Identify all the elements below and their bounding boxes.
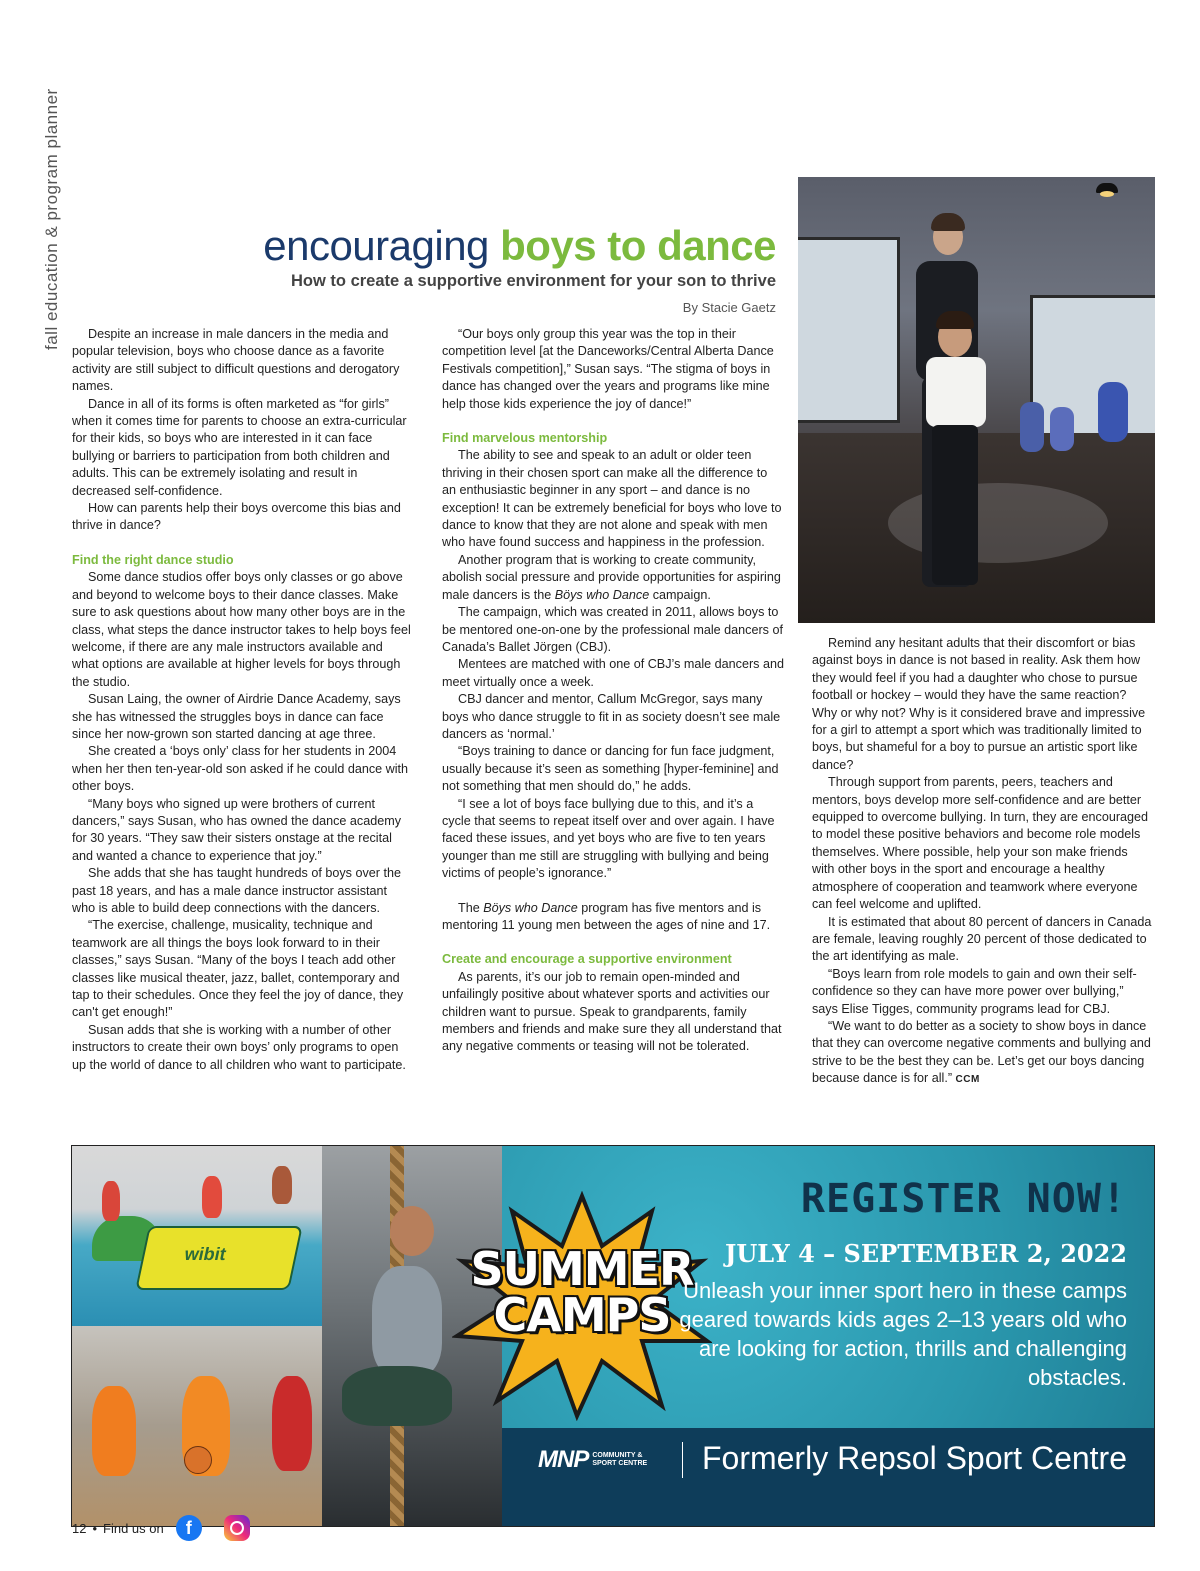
- paragraph: She adds that she has taught hundreds of boys over the past 18 years, and has a male dance instructor assistant who is able to build deep connections with the dancers.: [72, 866, 401, 915]
- kid-figure: [102, 1181, 120, 1221]
- paragraph: Through support from parents, peers, teachers and mentors, boys develop more self-confidence and are better equipped to overcome bullying. In turn, they are encouraged to model these positive behaviors and become role models themselves. Where possible, help your son make friends with other boys in the sport and encourage a healthy atmosphere of cooperation and teamwork where everyone can feel welcome and uplifted.: [812, 775, 1149, 912]
- paragraph: “Boys learn from role models to gain and own their self-confidence so they can have more power over bullying,” says Elise Tigges, community programs lead for CBJ.: [812, 966, 1137, 1016]
- paragraph: The ability to see and speak to an adult or older teen thriving in their chosen sport can make all the difference to an enthusiastic beginner in any sport – and dance is no exception! It can be extremely beneficial for boys who love to dance to know that they are not alone and speak with men who have found success and happiness in the profession.: [442, 448, 782, 550]
- paragraph: “Our boys only group this year was the top in their competition level [at the Danceworks/Central Alberta Dance Festivals competition],” Susan says. “The stigma of boys in dance has changed over the years and programs like mine help those kids experience the joy of dance!”: [442, 327, 774, 411]
- climbing-kid: [372, 1266, 442, 1376]
- camp-dates: JULY 4 – SEPTEMBER 2, 2022: [725, 1239, 1127, 1268]
- paragraph: “I see a lot of boys face bullying due to this, and it’s a cycle that seems to repeat itself over and over again. I have faced these issues, and yet boys who are five to ten years younger than me still are struggling with bullying and being victims of people’s ignorance.”: [442, 796, 775, 881]
- lamp-glow: [1100, 191, 1114, 197]
- mnp-logo: [538, 1446, 647, 1474]
- ccm-signoff: CCM: [955, 1074, 980, 1086]
- text-span: “We want to do better as a society to show boys in dance that they can overcome negative comments and bullying and strive to be the best they can be. Let’s get our boys dancing because dance is for all.”: [812, 1018, 1151, 1086]
- program-name: Böys who Dance: [483, 900, 578, 915]
- article-title: [200, 222, 776, 270]
- paragraph: “Many boys who signed up were brothers of current dancers,” says Susan, who has owned the dance academy for 30 years. “They saw their sisters onstage at the recital and wanted a chance to experience that joy.”: [72, 796, 402, 863]
- instagram-icon[interactable]: [224, 1515, 250, 1541]
- floor-reflection: [888, 483, 1108, 563]
- paragraph: Remind any hesitant adults that their discomfort or bias against boys in dance is not based in reality. Ask them how they would feel if you had a daughter who chose to pursue football or hockey – would they have the same reaction? Why or why not? Why is it considered brave and impressive for a girl to attempt a sport which was traditionally limited to boys, but shameful for a boy to pursue an artistic sport like dance?: [812, 636, 1146, 772]
- mnp-logo-subtext: [592, 1452, 647, 1468]
- footer-bullet: •: [92, 1520, 98, 1536]
- paragraph: Some dance studios offer boys only classes or go above and beyond to welcome boys to their dance classes. Make sure to ask questions about how many other boys are in the class, what steps the dance instructor takes to help boys feel welcome, if there are any male instructors available and what options are available at higher levels for boys through the studio.: [72, 570, 411, 689]
- camp-line-2: CAMPS: [493, 1288, 671, 1342]
- column-2: [442, 326, 784, 1056]
- column-3: [812, 635, 1152, 1089]
- climbing-kid-legs: [342, 1366, 452, 1426]
- text-span: campaign.: [649, 587, 711, 602]
- background-dancer: [1098, 382, 1128, 442]
- logo-subtext-line: SPORT CENTRE: [592, 1460, 648, 1467]
- paragraph: CBJ dancer and mentor, Callum McGregor, says many boys who dance struggle to fit in as society doesn’t see male dancers as ‘normal.’: [442, 692, 781, 741]
- column-1: [72, 326, 412, 1074]
- paragraph: [442, 900, 784, 935]
- facebook-icon[interactable]: f: [176, 1515, 202, 1541]
- title-part-2: boys to dance: [500, 222, 776, 269]
- kid-figure: [272, 1166, 292, 1204]
- paragraph: Dance in all of its forms is often marketed as “for girls” when it comes time for parents to choose an extra-curricular for their kids, so boys who are interested in it can face bullying or barriers to participation from both children and adults. This can be extremely isolating and result in decreased self-confidence.: [72, 396, 407, 498]
- title-part-1: encouraging: [263, 222, 501, 269]
- pool-photo: [72, 1146, 352, 1326]
- page-number: 12: [72, 1520, 87, 1536]
- register-now-cta[interactable]: REGISTER NOW!: [800, 1176, 1127, 1222]
- studio-window: [1030, 295, 1155, 451]
- page-footer: [72, 1515, 250, 1541]
- inflatable-brand: wibit: [182, 1244, 228, 1264]
- summer-camps-heading: [462, 1242, 702, 1342]
- section-label: fall education & program planner: [42, 88, 61, 350]
- kid-figure: [202, 1176, 222, 1218]
- camp-description: Unleash your inner sport hero in these camps geared towards kids ages 2–13 years old who are looking for action, thrills and challenging obstacles.: [679, 1278, 1127, 1390]
- paragraph: Susan Laing, the owner of Airdrie Dance Academy, says she has witnessed the struggles boys in dance can face since her now-grown son started dancing at age three.: [72, 692, 401, 741]
- boy-hair: [936, 311, 974, 329]
- text-span: The: [458, 900, 484, 915]
- camp-line-1: SUMMER: [470, 1242, 694, 1296]
- paragraph: The campaign, which was created in 2011, allows boys to be mentored one-on-one by the professional male dancers of Canada’s Ballet Jörgen (CBJ).: [442, 605, 783, 654]
- paragraph: Susan adds that she is working with a number of other instructors to create their own boys’ only programs to open up the world of dance to all children who want to participate.: [72, 1022, 406, 1072]
- paragraph: Despite an increase in male dancers in the media and popular television, boys who choose dance as a favorite activity are still subject to difficult questions and derogatory names.: [72, 327, 400, 394]
- mnp-logo-text: MNP: [538, 1446, 589, 1473]
- section-heading: Find the right dance studio: [72, 552, 234, 567]
- byline: By Stacie Gaetz: [682, 300, 776, 315]
- text-span: program has five mentors and is mentoring 11 young men between the ages of nine and 17.: [442, 900, 771, 932]
- paragraph: “The exercise, challenge, musicality, technique and teamwork are all things the boys look forward to in their classes,” says Susan. “Many of the boys I teach add other classes like musical theater, jazz, ballet, contemporary and tap to their schedules. Once they feel the joy of dance, they can't get enough!”: [72, 918, 404, 1020]
- background-dancer: [1050, 407, 1074, 451]
- inflatable-platform: [135, 1226, 303, 1290]
- text-span: Another program that is working to create community, abolish social pressure and provide opportunities for aspiring male dancers is the: [442, 552, 781, 602]
- paragraph: She created a ‘boys only’ class for her students in 2004 when her then ten-year-old son asked if he could dance with other boys.: [72, 744, 409, 794]
- kid-figure: [272, 1376, 312, 1471]
- program-name: Böys who Dance: [554, 587, 650, 602]
- background-dancer: [1020, 402, 1044, 452]
- logo-subtext-line: COMMUNITY &: [592, 1452, 643, 1459]
- paragraph: How can parents help their boys overcome this bias and thrive in dance?: [72, 501, 401, 533]
- formerly-name: Formerly Repsol Sport Centre: [701, 1440, 1127, 1476]
- find-us-label: Find us on: [103, 1520, 164, 1536]
- basketball-icon: [184, 1446, 212, 1474]
- kid-figure: [92, 1386, 136, 1476]
- boy-shirt: [926, 357, 986, 427]
- article-subtitle: How to create a supportive environment for your son to thrive: [291, 272, 776, 290]
- section-heading: Find marvelous mentorship: [442, 431, 608, 446]
- dance-studio-photo: [798, 177, 1155, 623]
- instructor-hair: [931, 213, 965, 231]
- paragraph: As parents, it’s our job to remain open-minded and unfailingly positive about whatever sports and activities our children want to pursue. Speak to grandparents, family members and friends and make sure they all understand that any negative comments or teasing will not be tolerated.: [442, 969, 782, 1054]
- paragraph: “Boys training to dance or dancing for fun face judgment, usually because it’s seen as something [hyper-feminine] and not something that men should do,” he adds.: [442, 744, 779, 794]
- basketball-photo: [72, 1326, 352, 1526]
- studio-window: [798, 237, 900, 423]
- ad-photo-collage: [72, 1146, 502, 1526]
- paragraph: [812, 1018, 1152, 1089]
- logo-divider: [682, 1442, 683, 1478]
- section-heading: Create and encourage a supportive environment: [442, 952, 732, 967]
- paragraph: It is estimated that about 80 percent of dancers in Canada are female, leaving roughly 20 percent of those dedicated to the art identifying as male.: [812, 914, 1152, 964]
- summer-camps-ad[interactable]: [71, 1145, 1155, 1527]
- boy-pants: [932, 425, 978, 585]
- paragraph: [442, 552, 784, 604]
- climbing-kid-head: [390, 1206, 434, 1256]
- paragraph: Mentees are matched with one of CBJ’s male dancers and meet virtually once a week.: [442, 657, 784, 689]
